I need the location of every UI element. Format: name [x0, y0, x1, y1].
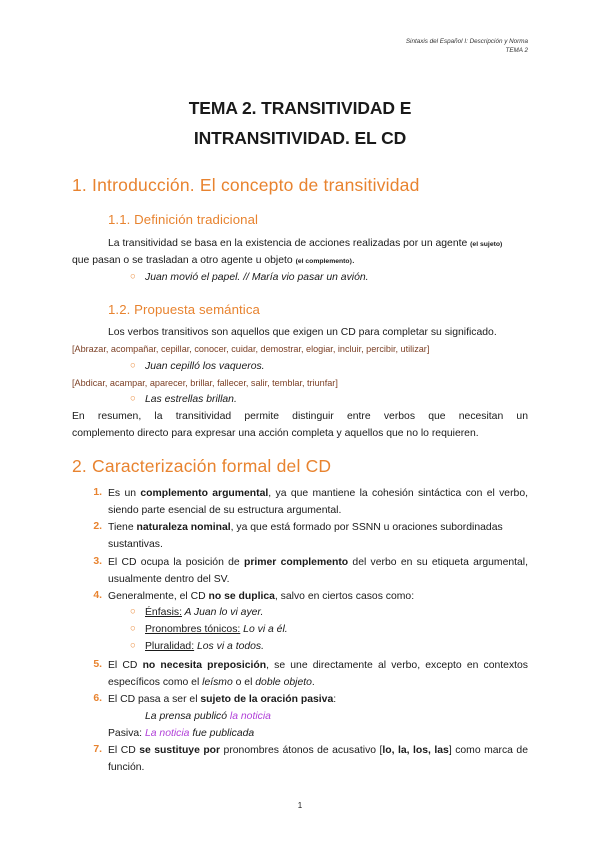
subsection-1-2-heading: 1.2. Propuesta semántica [108, 302, 260, 317]
list-item: El CD se sustituye por pronombres átonos de acusativo [lo, la, los, las] como marca de función. [108, 745, 528, 773]
transitive-verb-list: [Abrazar, acompañar, cepillar, conocer, cuidar, demostrar, elogiar, incluir, percibir, utilizar] [72, 344, 430, 354]
summary-line-2: complemento directo para expresar una acción completa y aquellos que no lo requieren. [72, 428, 479, 439]
running-header [406, 37, 528, 55]
passive-example: Pasiva: La noticia fue publicada [108, 728, 255, 739]
list-number: 3. [93, 556, 102, 567]
subitem-emphasis: Énfasis: A Juan lo vi ayer. [145, 607, 264, 618]
circle-bullet-icon: ○ [130, 640, 136, 651]
title-line-1: TEMA 2. TRANSITIVIDAD E [188, 98, 412, 118]
subitem-plurality: Pluralidad: Los vi a todos. [145, 641, 264, 652]
list-number: 1. [93, 487, 102, 498]
example-intransitive: Las estrellas brillan. [145, 394, 237, 405]
list-item: Generalmente, el CD no se duplica, salvo en ciertos casos como: [108, 591, 415, 602]
example-transitive: Juan cepilló los vaqueros. [145, 361, 265, 372]
list-item: El CD no necesita preposición, se une directamente al verbo, excepto en contextos específicos como el leísmo o el doble objeto. [108, 660, 529, 688]
list-item: Tiene naturaleza nominal, ya que está formado por SSNN u oraciones subordinadas sustantivas. [108, 522, 503, 550]
list-item: El CD ocupa la posición de primer complemento del verbo en su etiqueta argumental, usualmente dentro del SV. [108, 557, 529, 585]
section-1-heading: 1. Introducción. El concepto de transitividad [72, 175, 420, 195]
example-1-1: Juan movió el papel. // María vio pasar un avión. [145, 272, 369, 283]
passive-active-example: La prensa publicó la noticia [145, 711, 271, 722]
header-course: Sintaxis del Español I: Descripción y Norma [405, 38, 528, 45]
circle-bullet-icon: ○ [130, 360, 136, 371]
list-number: 7. [93, 744, 102, 755]
circle-bullet-icon: ○ [130, 393, 136, 404]
circle-bullet-icon: ○ [130, 623, 136, 634]
subitem-tonic-pronouns: Pronombres tónicos: Lo vi a él. [145, 624, 288, 635]
subsection-1-1-heading: 1.1. Definición tradicional [108, 212, 259, 227]
title-line-2: INTRANSITIVIDAD. EL CD [193, 128, 407, 148]
complement-note: (el complemento) [295, 258, 352, 265]
list-item: El CD pasa a ser el sujeto de la oración pasiva: [108, 694, 337, 705]
summary-line-1: En resumen, la transitividad permite distinguir entre verbos que necesitan un [72, 411, 528, 422]
section-2-heading: 2. Caracterización formal del CD [72, 456, 332, 476]
list-number: 4. [93, 590, 102, 601]
subject-note: (el sujeto) [470, 241, 503, 248]
page-title [72, 93, 528, 153]
definition-line-1: La transitividad se basa en la existencia de acciones realizadas por un agente (el sujeto) [108, 238, 503, 249]
circle-bullet-icon: ○ [130, 606, 136, 617]
semantic-definition: Los verbos transitivos son aquellos que exigen un CD para completar su significado. [108, 327, 497, 338]
circle-bullet-icon: ○ [130, 271, 136, 282]
definition-line-2: que pasan o se trasladan a otro agente u objeto (el complemento). [72, 255, 355, 266]
list-number: 5. [93, 659, 102, 670]
list-number: 2. [93, 521, 102, 532]
page-number: 1 [297, 801, 303, 810]
list-item: Es un complemento argumental, ya que mantiene la cohesión sintáctica con el verbo, siendo parte esencial de su estructura argumental. [108, 488, 528, 516]
list-number: 6. [93, 693, 102, 704]
header-topic: TEMA 2 [505, 47, 528, 54]
intransitive-verb-list: [Abdicar, acampar, aparecer, brillar, fallecer, salir, temblar, triunfar] [72, 378, 338, 388]
